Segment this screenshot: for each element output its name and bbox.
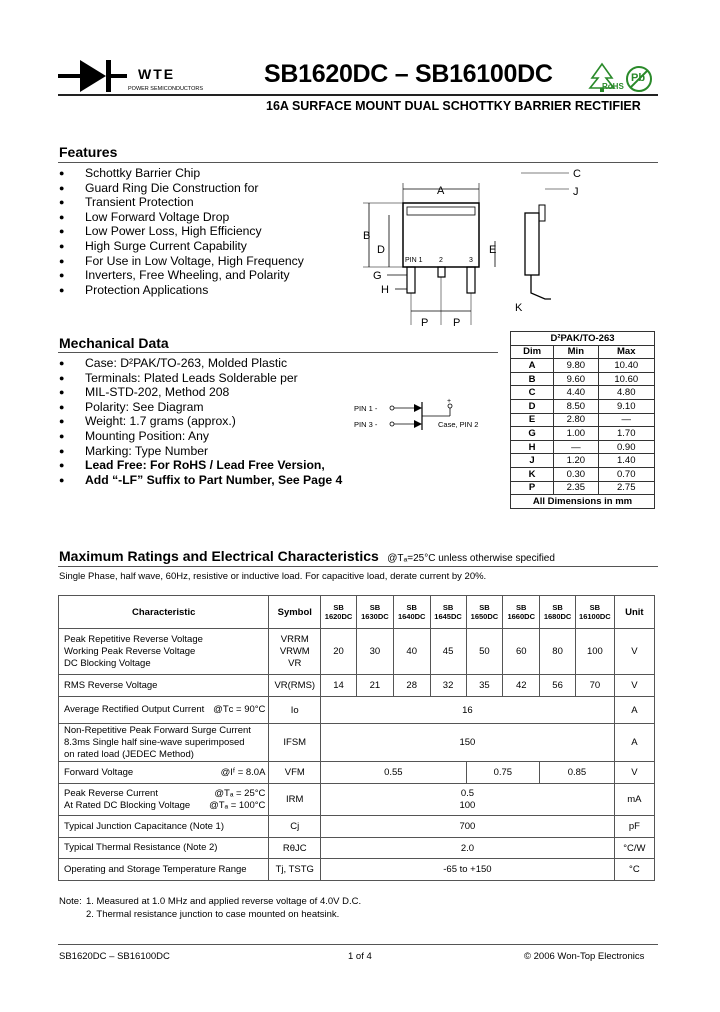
- symbol-header: Symbol: [269, 596, 321, 629]
- table-row: D 8.50 9.10: [511, 399, 655, 413]
- part-header: SB 1680DC: [540, 596, 576, 629]
- page-number: 1 of 4: [348, 951, 372, 962]
- table-row: P 2.35 2.75: [511, 481, 655, 495]
- lead-1: [407, 267, 415, 293]
- table-row: J 1.20 1.40: [511, 454, 655, 468]
- part-header: SB 1660DC: [503, 596, 540, 629]
- ratings-note-line: Single Phase, half wave, 60Hz, resistive or inductive load. For capacitive load, derate current by 20%.: [59, 571, 487, 582]
- dim-label-p: P: [453, 317, 461, 329]
- table-row: Peak Repetitive Reverse Voltage Working Peak Reverse Voltage DC Blocking Voltage VRRM VRWM VR 20 30 40 45 50 60 80 100 V: [59, 629, 655, 675]
- list-item: ● Schottky Barrier Chip: [59, 166, 329, 181]
- part-header: SB 16100DC: [576, 596, 615, 629]
- pb-free-logo: [624, 64, 654, 94]
- dim-label-g: G: [373, 270, 382, 282]
- pb-label: Pb: [631, 72, 646, 84]
- dim-label-a: A: [437, 185, 445, 197]
- dim-table-title: D²PAK/TO-263: [511, 332, 655, 346]
- footer-right: © 2006 Won-Top Electronics: [524, 951, 645, 962]
- plus-label: +: [447, 398, 452, 405]
- table-row: B 9.60 10.60: [511, 372, 655, 386]
- lead-2: [438, 267, 445, 277]
- footer-left: SB1620DC – SB16100DC: [59, 951, 170, 962]
- dim-label-h: H: [381, 284, 389, 296]
- lead-3: [467, 267, 475, 293]
- notes-label: Note:: [59, 896, 82, 907]
- min-header: Min: [554, 345, 598, 359]
- table-row: K 0.30 0.70: [511, 467, 655, 481]
- list-item: ● Weight: 1.7 grams (approx.): [59, 414, 359, 429]
- title-rule: [58, 94, 658, 96]
- part-header: SB 1630DC: [357, 596, 394, 629]
- ratings-table: [58, 595, 655, 881]
- table-row: RMS Reverse Voltage VR(RMS) 14 21 28 32 35 42 56 70 V: [59, 675, 655, 697]
- list-item: ● For Use in Low Voltage, High Frequency: [59, 254, 329, 269]
- features-heading: Features: [59, 144, 118, 160]
- page-title: SB1620DC – SB16100DC: [264, 60, 553, 88]
- dim-label-p: P: [421, 317, 429, 329]
- page-subtitle: 16A SURFACE MOUNT DUAL SCHOTTKY BARRIER RECTIFIER: [266, 99, 641, 113]
- case-label: Case, PIN 2: [438, 420, 479, 429]
- list-item: ● Marking: Type Number: [59, 444, 359, 459]
- mechanical-rule: [58, 352, 498, 353]
- list-item-continued: ● Add “-LF” Suffix to Part Number, See Page 4: [59, 473, 359, 488]
- dim-label-j: J: [573, 186, 579, 198]
- list-item-continued: ● MIL-STD-202, Method 208: [59, 385, 359, 400]
- dim-label-d: D: [377, 244, 385, 256]
- list-item: ● Guard Ring Die Construction for: [59, 181, 329, 196]
- diode-symbol-icon: [414, 420, 422, 428]
- dim-table-footer: All Dimensions in mm: [511, 495, 655, 509]
- dim-label-e: E: [489, 244, 497, 256]
- list-item: ● Polarity: See Diagram: [59, 400, 359, 415]
- company-logo: [58, 52, 208, 98]
- dim-label-b: B: [363, 230, 371, 242]
- pin1-label: PIN 1 -: [354, 404, 378, 413]
- pin3-label: PIN 3 -: [354, 420, 378, 429]
- mechanical-heading: Mechanical Data: [59, 335, 169, 351]
- brand-tagline: POWER SEMICONDUCTORS: [128, 86, 204, 92]
- pin-label: 2: [439, 257, 443, 264]
- table-row: Operating and Storage Temperature Range Tj, TSTG -65 to +150 °C: [59, 859, 655, 881]
- brand-name: WTE: [138, 66, 176, 82]
- rohs-label: RoHS: [602, 82, 624, 91]
- table-row: [59, 596, 655, 629]
- footer-rule: [58, 944, 658, 945]
- rohs-logo: [588, 62, 624, 94]
- list-item: ● Low Power Loss, High Efficiency: [59, 224, 329, 239]
- ratings-rule: [58, 566, 658, 567]
- package-outline-drawing: [355, 165, 595, 330]
- list-item: ● Terminals: Plated Leads Solderable per: [59, 371, 359, 386]
- table-row: C 4.40 4.80: [511, 386, 655, 400]
- part-header: SB 1650DC: [466, 596, 503, 629]
- list-item: ● High Surge Current Capability: [59, 239, 329, 254]
- list-item-continued: ● Inverters, Free Wheeling, and Polarity: [59, 268, 329, 283]
- dimensions-table: [510, 331, 655, 509]
- list-item: ● Low Forward Voltage Drop: [59, 210, 329, 225]
- table-row: E 2.80 —: [511, 413, 655, 427]
- dim-label-c: C: [573, 168, 581, 180]
- ratings-heading: Maximum Ratings and Electrical Characteristics: [59, 548, 379, 564]
- table-row: Peak Reverse Current @Tₐ = 25°C At Rated DC Blocking Voltage @Tₐ = 100°C IRM 0.5 100 mA: [59, 784, 655, 816]
- table-row: H — 0.90: [511, 440, 655, 454]
- ratings-heading-row: [59, 548, 555, 566]
- table-row: Typical Junction Capacitance (Note 1) Cj 700 pF: [59, 816, 655, 838]
- table-row: Average Rectified Output Current @Tᴄ = 90°C Io 16 A: [59, 697, 655, 724]
- list-item: ● Case: D²PAK/TO-263, Molded Plastic: [59, 356, 359, 371]
- ratings-condition: @Tₐ=25°C unless otherwise specified: [387, 553, 555, 564]
- characteristic-header: Characteristic: [59, 596, 269, 629]
- note-item: 2. Thermal resistance junction to case mounted on heatsink.: [86, 909, 340, 920]
- unit-header: Unit: [614, 596, 654, 629]
- table-row: G 1.00 1.70: [511, 427, 655, 441]
- list-item-continued: ● Protection Applications: [59, 283, 329, 298]
- max-header: Max: [598, 345, 654, 359]
- table-row: [511, 345, 655, 359]
- dim-label-k: K: [515, 302, 523, 314]
- table-row: Forward Voltage @Iᶠ = 8.0A VFM 0.55 0.75 0.85 V: [59, 762, 655, 784]
- table-row: A 9.80 10.40: [511, 359, 655, 373]
- package-tab: [407, 207, 475, 215]
- polarity-diagram: [352, 398, 502, 434]
- features-rule: [58, 162, 658, 163]
- list-item: ● Lead Free: For RoHS / Lead Free Version,: [59, 458, 359, 473]
- part-header: SB 1640DC: [393, 596, 430, 629]
- pin-label: 3: [469, 257, 473, 264]
- diode-symbol-icon: [414, 404, 422, 412]
- pin-label: PIN 1: [405, 257, 423, 264]
- note-item: 1. Measured at 1.0 MHz and applied reverse voltage of 4.0V D.C.: [86, 896, 362, 907]
- dim-header: Dim: [511, 345, 554, 359]
- part-header: SB 1620DC: [321, 596, 357, 629]
- table-row: Typical Thermal Resistance (Note 2) RθJC 2.0 °C/W: [59, 838, 655, 859]
- table-row: Non-Repetitive Peak Forward Surge Current 8.3ms Single half sine-wave superimposed on rated load (JEDEC Method) IFSM 150 A: [59, 724, 655, 762]
- part-header: SB 1645DC: [430, 596, 466, 629]
- list-item-continued: ● Transient Protection: [59, 195, 329, 210]
- side-view-body: [525, 213, 539, 275]
- mechanical-list: [59, 356, 359, 487]
- features-list: [59, 166, 329, 297]
- list-item: ● Mounting Position: Any: [59, 429, 359, 444]
